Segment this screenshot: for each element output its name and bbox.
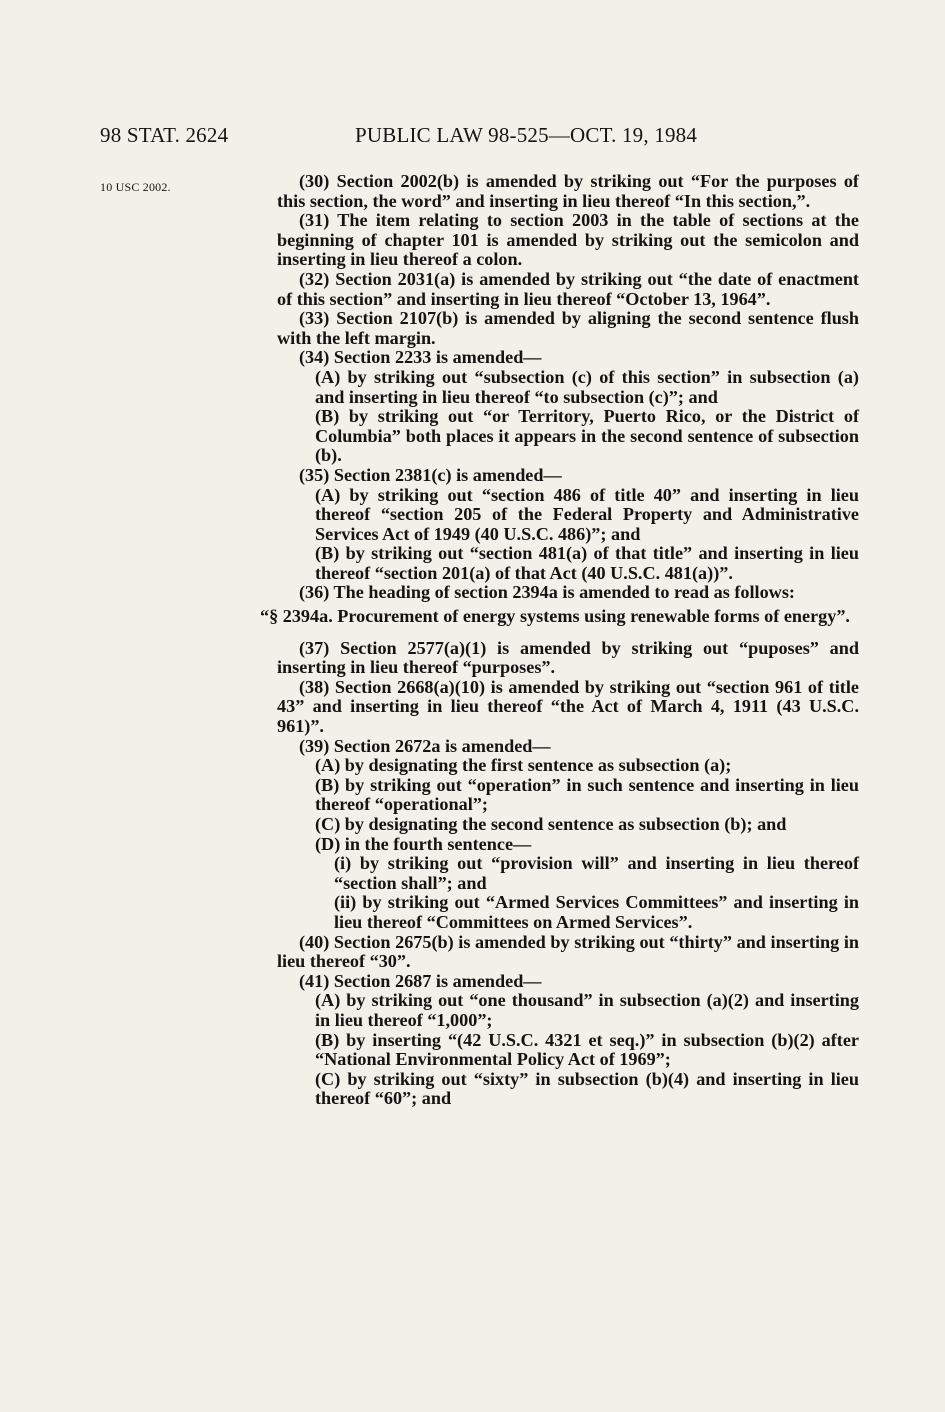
paragraph-39-a: (A) by designating the first sentence as subsection (a); — [315, 755, 732, 776]
section-heading-2394a: “§ 2394a. Procurement of energy systems using renewable forms of energy”. — [260, 606, 850, 627]
paragraph-30: (30) Section 2002(b) is amended by striking out “For the purposes of this section, the word” and inserting in lieu thereof “In this section,”. — [277, 171, 859, 211]
paragraph-31: (31) The item relating to section 2003 in the table of sections at the beginning of chapter 101 is amended by striking out the semicolon and inserting in lieu thereof a colon. — [277, 210, 859, 270]
paragraph-39-d: (D) in the fourth sentence— — [315, 833, 532, 854]
paragraph-37: (37) Section 2577(a)(1) is amended by striking out “puposes” and inserting in lieu thereof “purposes”. — [277, 637, 859, 678]
law-title: PUBLIC LAW 98-525—OCT. 19, 1984 — [355, 123, 698, 147]
page-header — [100, 123, 860, 153]
paragraph-36: (36) The heading of section 2394a is amended to read as follows: — [299, 582, 795, 603]
paragraph-40: (40) Section 2675(b) is amended by striking out “thirty” and inserting in lieu thereof “30”. — [277, 931, 859, 972]
paragraph-35: (35) Section 2381(c) is amended— — [299, 464, 562, 485]
paragraph-39: (39) Section 2672a is amended— — [299, 735, 551, 756]
paragraph-39-d-ii: (ii) by striking out “Armed Services Committees” and inserting in lieu thereof “Committees on Armed Services”. — [334, 892, 859, 932]
paragraph-41: (41) Section 2687 is amended— — [299, 970, 542, 991]
paragraph-39-b: (B) by striking out “operation” in such sentence and inserting in lieu thereof “operational”; — [315, 774, 859, 815]
paragraph-39-d-i: (i) by striking out “provision will” and inserting in lieu thereof “section shall”; and — [334, 853, 859, 893]
paragraph-34-a: (A) by striking out “subsection (c) of this section” in subsection (a) and inserting in lieu thereof “to subsection (c)”; and — [315, 366, 859, 407]
paragraph-35-a: (A) by striking out “section 486 of title 40” and inserting in lieu thereof “section 205 of the Federal Property and Administrative Services Act of 1949 (40 U.S.C. 486)”; and — [315, 484, 859, 544]
paragraph-39-c: (C) by designating the second sentence as subsection (b); and — [315, 814, 787, 834]
paragraph-41-c: (C) by striking out “sixty” in subsection (b)(4) and inserting in lieu thereof “60”; and — [315, 1068, 859, 1109]
paragraph-35-b: (B) by striking out “section 481(a) of that title” and inserting in lieu thereof “section 201(a) of that Act (40 U.S.C. 481(a))”. — [315, 543, 859, 583]
stat-reference: 98 STAT. 2624 — [100, 123, 229, 147]
paragraph-34-b: (B) by striking out “or Territory, Puerto Rico, or the District of Columbia” both places it appears in the second sentence of subsection (b). — [315, 406, 859, 466]
paragraph-34: (34) Section 2233 is amended— — [299, 347, 542, 368]
margin-citation: 10 USC 2002. — [100, 180, 171, 194]
paragraph-41-b: (B) by inserting “(42 U.S.C. 4321 et seq.)” in subsection (b)(2) after “National Environmental Policy Act of 1969”; — [315, 1029, 859, 1070]
amendment-text — [260, 171, 859, 1109]
paragraph-32: (32) Section 2031(a) is amended by striking out “the date of enactment of this section” and inserting in lieu thereof “October 13, 1964”. — [277, 268, 859, 309]
paragraph-38: (38) Section 2668(a)(10) is amended by striking out “section 961 of title 43” and inserting in lieu thereof “the Act of March 4, 1911 (43 U.S.C. 961)”. — [277, 676, 859, 737]
paragraph-33: (33) Section 2107(b) is amended by aligning the second sentence flush with the left margin. — [277, 308, 859, 348]
paragraph-41-a: (A) by striking out “one thousand” in subsection (a)(2) and inserting in lieu thereof “1,000”; — [315, 990, 859, 1030]
